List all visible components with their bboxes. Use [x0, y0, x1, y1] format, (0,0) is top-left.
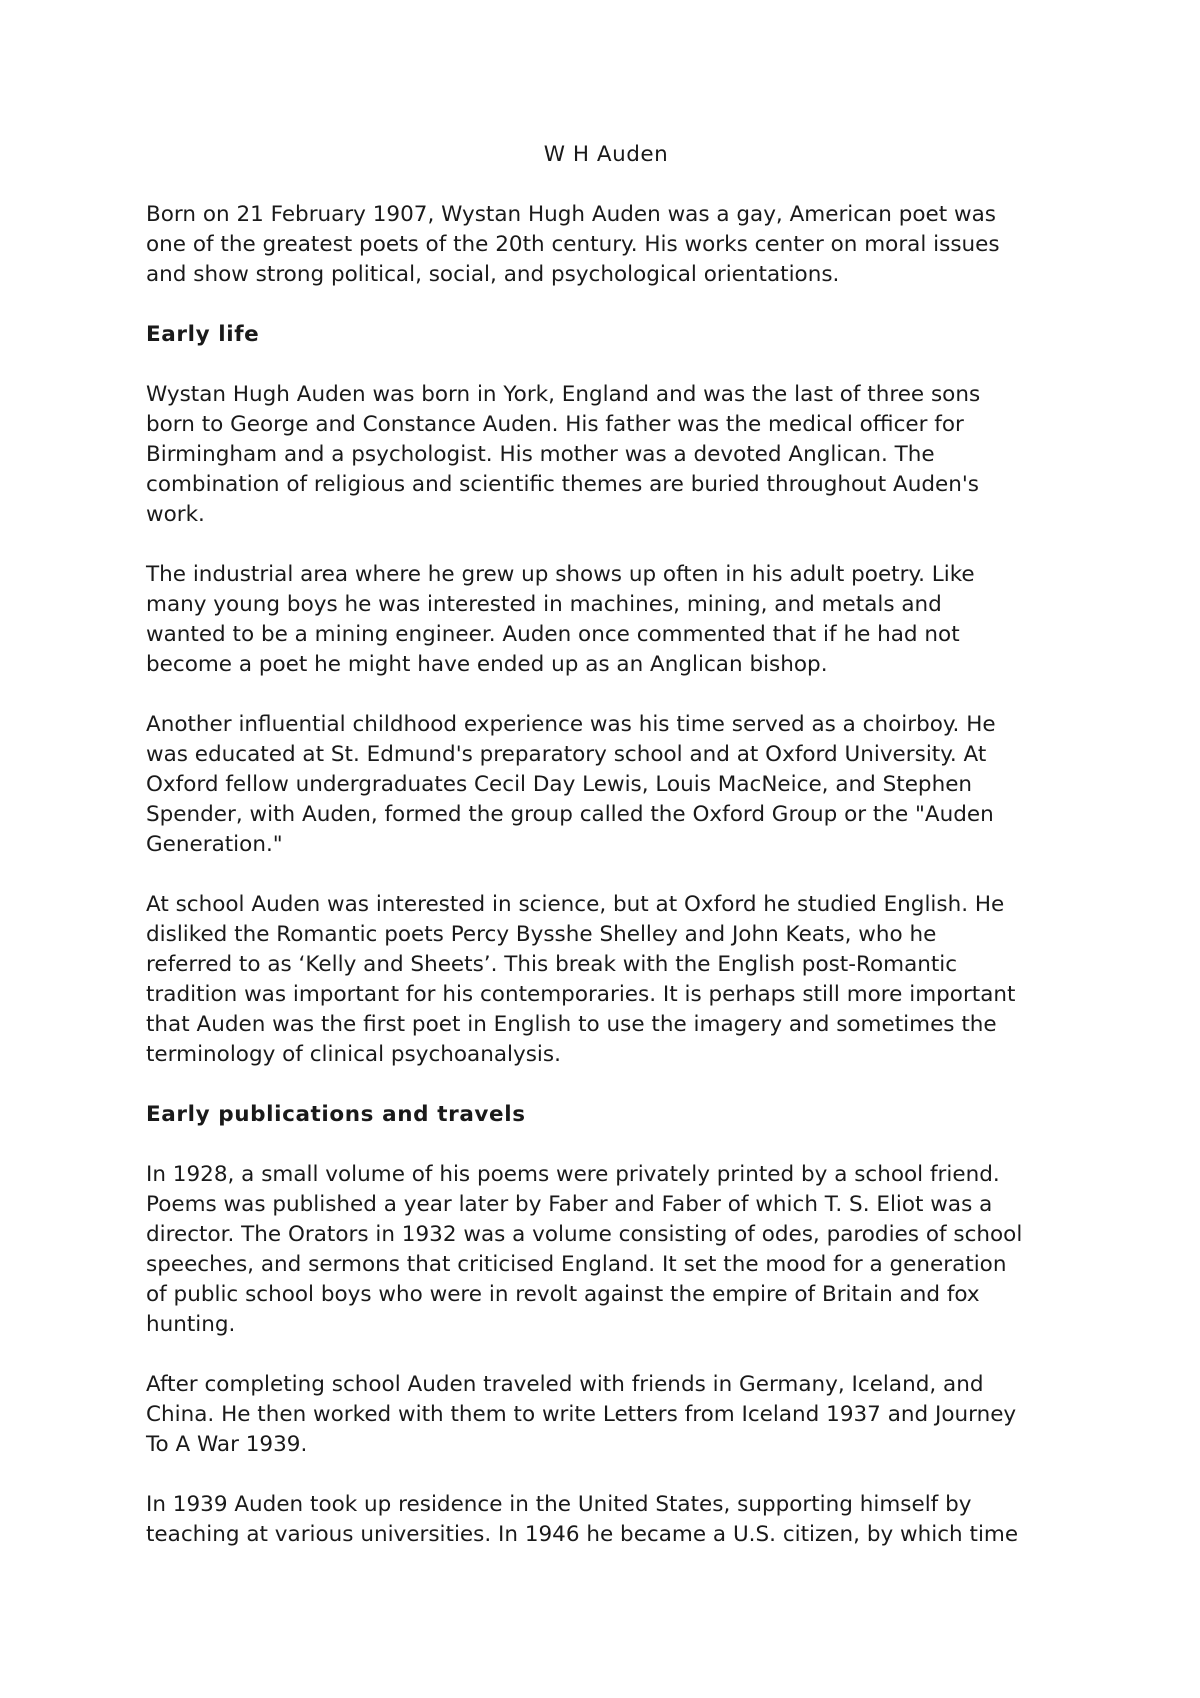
- text-line: wanted to be a mining engineer. Auden once commented that if he had not: [146, 622, 960, 647]
- text-line: work.: [146, 502, 205, 527]
- text-line: become a poet he might have ended up as an Anglican bishop.: [146, 652, 828, 677]
- text-line: one of the greatest poets of the 20th century. His works center on moral issues: [146, 232, 1000, 257]
- text-line: speeches, and sermons that criticised England. It set the mood for a generation: [146, 1252, 1007, 1277]
- text-line: teaching at various universities. In 1946 he became a U.S. citizen, by which time: [146, 1522, 1019, 1547]
- text-line: combination of religious and scientific themes are buried throughout Auden's: [146, 472, 979, 497]
- paragraph: [146, 560, 1066, 680]
- text-line: disliked the Romantic poets Percy Bysshe Shelley and John Keats, who he: [146, 922, 937, 947]
- text-line: Oxford fellow undergraduates Cecil Day Lewis, Louis MacNeice, and Stephen: [146, 772, 973, 797]
- text-line: Generation.": [146, 832, 283, 857]
- text-line: To A War 1939.: [146, 1432, 308, 1457]
- text-line: In 1939 Auden took up residence in the United States, supporting himself by: [146, 1492, 972, 1517]
- paragraph: [146, 1370, 1066, 1460]
- text-line: and show strong political, social, and psychological orientations.: [146, 262, 840, 287]
- text-line: was educated at St. Edmund's preparatory school and at Oxford University. At: [146, 742, 987, 767]
- paragraph: [146, 1490, 1066, 1550]
- text-line: many young boys he was interested in machines, mining, and metals and: [146, 592, 942, 617]
- text-line: that Auden was the first poet in English to use the imagery and sometimes the: [146, 1012, 997, 1037]
- text-line: of public school boys who were in revolt against the empire of Britain and fox: [146, 1282, 980, 1307]
- text-line: In 1928, a small volume of his poems were privately printed by a school friend.: [146, 1162, 1000, 1187]
- text-line: Poems was published a year later by Faber and Faber of which T. S. Eliot was a: [146, 1192, 993, 1217]
- text-line: Wystan Hugh Auden was born in York, England and was the last of three sons: [146, 382, 981, 407]
- text-line: Born on 21 February 1907, Wystan Hugh Auden was a gay, American poet was: [146, 202, 996, 227]
- intro-paragraph: [146, 200, 1066, 290]
- text-line: Birmingham and a psychologist. His mother was a devoted Anglican. The: [146, 442, 935, 467]
- text-line: tradition was important for his contemporaries. It is perhaps still more important: [146, 982, 1016, 1007]
- document-page: [146, 140, 1066, 1580]
- text-line: hunting.: [146, 1312, 236, 1337]
- text-line: terminology of clinical psychoanalysis.: [146, 1042, 561, 1067]
- text-line: After completing school Auden traveled with friends in Germany, Iceland, and: [146, 1372, 984, 1397]
- paragraph: [146, 890, 1066, 1070]
- text-line: Another influential childhood experience was his time served as a choirboy. He: [146, 712, 996, 737]
- text-line: The industrial area where he grew up shows up often in his adult poetry. Like: [146, 562, 975, 587]
- document-title: W H Auden: [543, 142, 669, 167]
- paragraph: [146, 1160, 1066, 1340]
- section-heading-early-life: Early life: [146, 322, 260, 347]
- text-line: referred to as ‘Kelly and Sheets’. This break with the English post-Romantic: [146, 952, 958, 977]
- text-line: At school Auden was interested in science, but at Oxford he studied English. He: [146, 892, 1005, 917]
- text-line: director. The Orators in 1932 was a volume consisting of odes, parodies of school: [146, 1222, 1023, 1247]
- text-line: China. He then worked with them to write Letters from Iceland 1937 and Journey: [146, 1402, 1017, 1427]
- text-line: born to George and Constance Auden. His father was the medical officer for: [146, 412, 964, 437]
- paragraph: [146, 380, 1066, 530]
- section-heading-early-publications: Early publications and travels: [146, 1102, 526, 1127]
- text-line: Spender, with Auden, formed the group called the Oxford Group or the "Auden: [146, 802, 994, 827]
- paragraph: [146, 710, 1066, 860]
